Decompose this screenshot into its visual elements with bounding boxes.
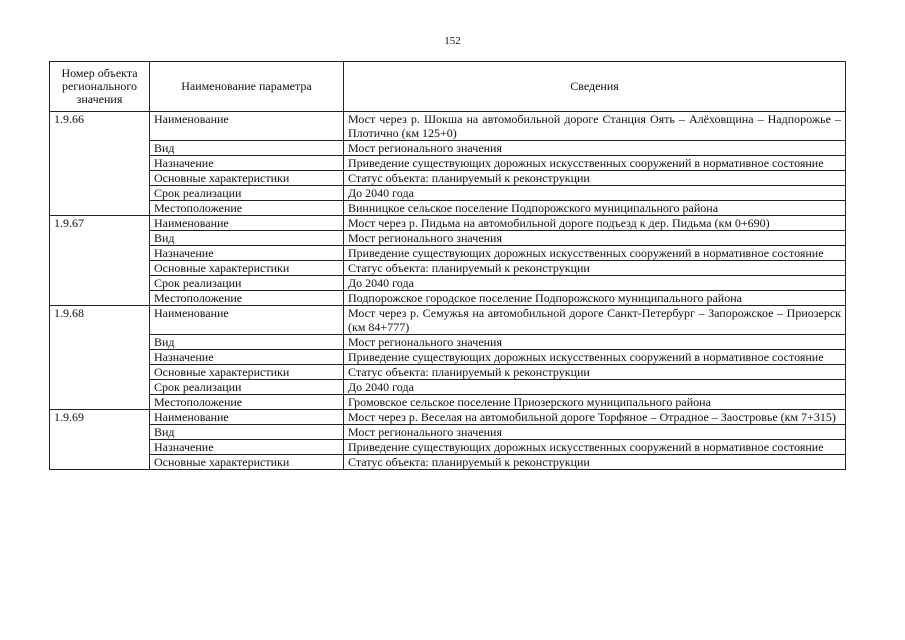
- parameter-value-cell: Мост регионального значения: [344, 425, 846, 440]
- parameter-name-cell: Назначение: [150, 246, 344, 261]
- parameter-name-cell: Основные характеристики: [150, 455, 344, 470]
- parameter-name-cell: Основные характеристики: [150, 261, 344, 276]
- parameter-value-cell: Винницкое сельское поселение Подпорожского муниципального района: [344, 201, 846, 216]
- table-row: [50, 246, 846, 261]
- table-row: [50, 216, 846, 231]
- table-row: [50, 231, 846, 246]
- header-details: Сведения: [344, 62, 846, 112]
- parameter-name-cell: Вид: [150, 335, 344, 350]
- table-row: [50, 291, 846, 306]
- table-row: [50, 425, 846, 440]
- parameter-value-cell: Приведение существующих дорожных искусственных сооружений в нормативное состояние: [344, 156, 846, 171]
- parameter-name-cell: Основные характеристики: [150, 365, 344, 380]
- table-body: [50, 112, 846, 470]
- table-row: [50, 395, 846, 410]
- object-number-cell: 1.9.69: [50, 410, 150, 470]
- parameter-value-cell: Мост через р. Семужья на автомобильной дороге Санкт-Петербург – Запорожское – Приозерск (км 84+777): [344, 306, 846, 335]
- parameter-name-cell: Наименование: [150, 112, 344, 141]
- table-row: [50, 261, 846, 276]
- parameter-name-cell: Назначение: [150, 350, 344, 365]
- parameter-name-cell: Наименование: [150, 306, 344, 335]
- parameter-value-cell: Статус объекта: планируемый к реконструкции: [344, 455, 846, 470]
- parameter-name-cell: Вид: [150, 141, 344, 156]
- parameter-value-cell: Приведение существующих дорожных искусственных сооружений в нормативное состояние: [344, 440, 846, 455]
- parameter-value-cell: Приведение существующих дорожных искусственных сооружений в нормативное состояние: [344, 350, 846, 365]
- table-row: [50, 335, 846, 350]
- parameter-value-cell: Приведение существующих дорожных искусственных сооружений в нормативное состояние: [344, 246, 846, 261]
- parameter-value-cell: Мост через р. Веселая на автомобильной дороге Торфяное – Отрадное – Заостровье (км 7+315): [344, 410, 846, 425]
- parameter-name-cell: Назначение: [150, 440, 344, 455]
- parameter-name-cell: Срок реализации: [150, 380, 344, 395]
- header-object-number: Номер объекта регионального значения: [50, 62, 150, 112]
- parameter-value-cell: До 2040 года: [344, 186, 846, 201]
- table-row: [50, 201, 846, 216]
- page-number: 152: [444, 35, 461, 47]
- parameter-value-cell: До 2040 года: [344, 380, 846, 395]
- parameter-name-cell: Местоположение: [150, 395, 344, 410]
- parameter-name-cell: Вид: [150, 425, 344, 440]
- parameter-value-cell: Подпорожское городское поселение Подпорожского муниципального района: [344, 291, 846, 306]
- table-row: [50, 112, 846, 141]
- parameter-value-cell: Мост через р. Пидьма на автомобильной дороге подъезд к дер. Пидьма (км 0+690): [344, 216, 846, 231]
- table-row: [50, 156, 846, 171]
- table-row: [50, 440, 846, 455]
- parameter-value-cell: Мост через р. Шокша на автомобильной дороге Станция Оять – Алёховщина – Надпорожье – Плотично (км 125+0): [344, 112, 846, 141]
- parameter-name-cell: Основные характеристики: [150, 171, 344, 186]
- parameter-value-cell: Мост регионального значения: [344, 335, 846, 350]
- object-number-cell: 1.9.67: [50, 216, 150, 306]
- parameter-value-cell: Мост регионального значения: [344, 141, 846, 156]
- parameter-name-cell: Срок реализации: [150, 186, 344, 201]
- parameter-name-cell: Местоположение: [150, 291, 344, 306]
- table-row: [50, 350, 846, 365]
- parameter-value-cell: До 2040 года: [344, 276, 846, 291]
- object-number-cell: 1.9.68: [50, 306, 150, 410]
- table-row: [50, 141, 846, 156]
- parameter-name-cell: Назначение: [150, 156, 344, 171]
- header-parameter-name: Наименование параметра: [150, 62, 344, 112]
- parameter-name-cell: Местоположение: [150, 201, 344, 216]
- parameter-name-cell: Вид: [150, 231, 344, 246]
- parameter-name-cell: Наименование: [150, 216, 344, 231]
- table-row: [50, 380, 846, 395]
- parameter-value-cell: Статус объекта: планируемый к реконструкции: [344, 365, 846, 380]
- table-row: [50, 186, 846, 201]
- parameter-value-cell: Мост регионального значения: [344, 231, 846, 246]
- parameter-name-cell: Срок реализации: [150, 276, 344, 291]
- table-row: [50, 171, 846, 186]
- parameter-value-cell: Статус объекта: планируемый к реконструкции: [344, 261, 846, 276]
- objects-table: [49, 61, 846, 470]
- table-row: [50, 276, 846, 291]
- table-row: [50, 306, 846, 335]
- table-row: [50, 455, 846, 470]
- table-row: [50, 365, 846, 380]
- parameter-value-cell: Статус объекта: планируемый к реконструкции: [344, 171, 846, 186]
- parameter-name-cell: Наименование: [150, 410, 344, 425]
- table-header-row: [50, 62, 846, 112]
- table-row: [50, 410, 846, 425]
- object-number-cell: 1.9.66: [50, 112, 150, 216]
- parameter-value-cell: Громовское сельское поселение Приозерского муниципального района: [344, 395, 846, 410]
